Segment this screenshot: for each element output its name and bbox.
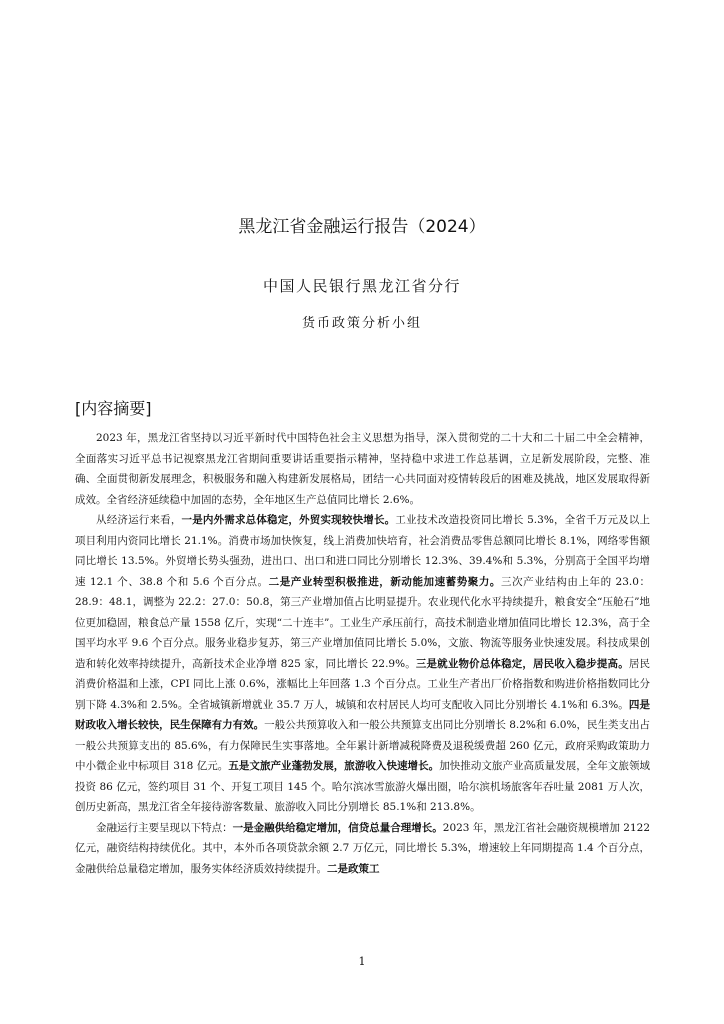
text-segment: 金融运行主要呈现以下特点： (96, 821, 233, 834)
author-group: 货币政策分析小组 (301, 316, 422, 331)
bold-text-segment: 四是财政收入增长较快，民生保障有力有效。 (75, 698, 651, 731)
bold-text-segment: 一是金融供给稳定增加，信贷总量合理增长。 (232, 821, 443, 834)
text-segment: 一般公共预算收入和一般公共预算支出同比分别增长 8.2%和 6.0%，民生类支出占一般公共预算支出的 85.6%，有力保障民生实事落地。全年累计新增减税降费及退税缓费超 260 亿元，政府采购政策助力中小微企业中标项目 318 亿元。 (75, 719, 651, 772)
text-segment: 从经济运行来看， (96, 514, 182, 526)
text-segment: 工业技术改造投资同比增长 5.3%，全省千万元及以上项目利用内资同比增长 21.1%。消费市场加快恢复，线上消费加快培育，社会消费品零售总额同比增长 8.1%，网络零售额同比增长 13.5%。外贸增长势头强劲，进出口、出口和进口同比分别增长 12.3%、39.4%和 5.3%，分别高于全国平均增速 12.1 个、38.8 个和 5.6 个百分点。 (75, 514, 651, 588)
bold-text-segment: 五是文旅产业蓬勃发展，旅游收入快速增长。 (228, 760, 440, 772)
page-number: 1 (358, 955, 366, 968)
text-segment: 三次产业结构由上年的 23.0：28.9：48.1，调整为 22.2：27.0：50.8，第三产业增加值占比明显提升。农业现代化水平持续提升，粮食安全“压舱石”地位更加稳固，粮食总产量 1558 亿斤，实现“二十连丰”。工业生产承压前行，高技术制造业增加值同比增长 12.3%，高于全国平均水平 9.6 个百分点。服务业稳步复苏，第三产业增加值同比增长 5.0%，文旅、物流等服务业快速发展。科技成果创造和转化效率持续提升，高新技术企业净增 825 家，同比增长 22.9%。 (75, 575, 650, 670)
text-segment: 居民消费价格温和上涨，CPI 同比上涨 0.6%，涨幅比上年回落 1.3 个百分点。工业生产者出厂价格指数和购进价格指数同比分别下降 4.3%和 2.5%。全省城镇新增就业 35.7 万人，城镇和农村居民人均可支配收入同比分别增长 4.1%和 6.3%。 (75, 657, 651, 711)
section-heading: [内容摘要] (75, 399, 152, 418)
text-segment: 2023 年，黑龙江省社会融资规模增加 2122 亿元，融资结构持续优化。其中，本外币各项贷款余额 2.7 万亿元，同比增长 5.3%，增速较上年同期提高 1.4 个百分点，金融供给总量稳定增加，服务实体经济质效持续提升。 (75, 821, 651, 875)
document-title: 黑龙江省金融运行报告（2024） (238, 217, 486, 237)
bold-text-segment: 二是产业转型积极推进，新动能加速蓄势聚力。 (268, 575, 501, 588)
organization-name: 中国人民银行黑龙江省分行 (262, 277, 461, 295)
body-paragraph (75, 428, 650, 510)
text-segment: 加快推动文旅产业高质量发展，全年文旅领域投资 86 亿元，签约项目 31 个、开复工项目 145 个。哈尔滨冰雪旅游火爆出圈，哈尔滨机场旅客年吞吐量 2081 万人次，创历史新高，黑龙江省全年接待游客数量、旅游收入同比分别增长 85.1%和 213.8%。 (75, 760, 651, 813)
body-paragraph (75, 818, 650, 880)
bold-text-segment: 三是就业物价总体稳定，居民收入稳步提高。 (415, 657, 629, 670)
summary-body (75, 428, 650, 879)
bold-text-segment: 二是政策工 (327, 862, 380, 875)
text-segment: 2023 年，黑龙江省坚持以习近平新时代中国特色社会主义思想为指导，深入贯彻党的二十大和二十届二中全会精神，全面落实习近平总书记视察黑龙江省期间重要讲话重要指示精神，坚持稳中求进工作总基调，立足新发展阶段，完整、准确、全面贯彻新发展理念，积极服务和融入构建新发展格局，团结一心共同面对疫情转段后的困难及挑战，地区发展取得新成效。全省经济延续稳中加固的态势，全年地区生产总值同比增长 2.6%。 (75, 432, 650, 506)
bold-text-segment: 一是内外需求总体稳定，外贸实现较快增长。 (181, 514, 396, 526)
body-paragraph (75, 510, 650, 818)
